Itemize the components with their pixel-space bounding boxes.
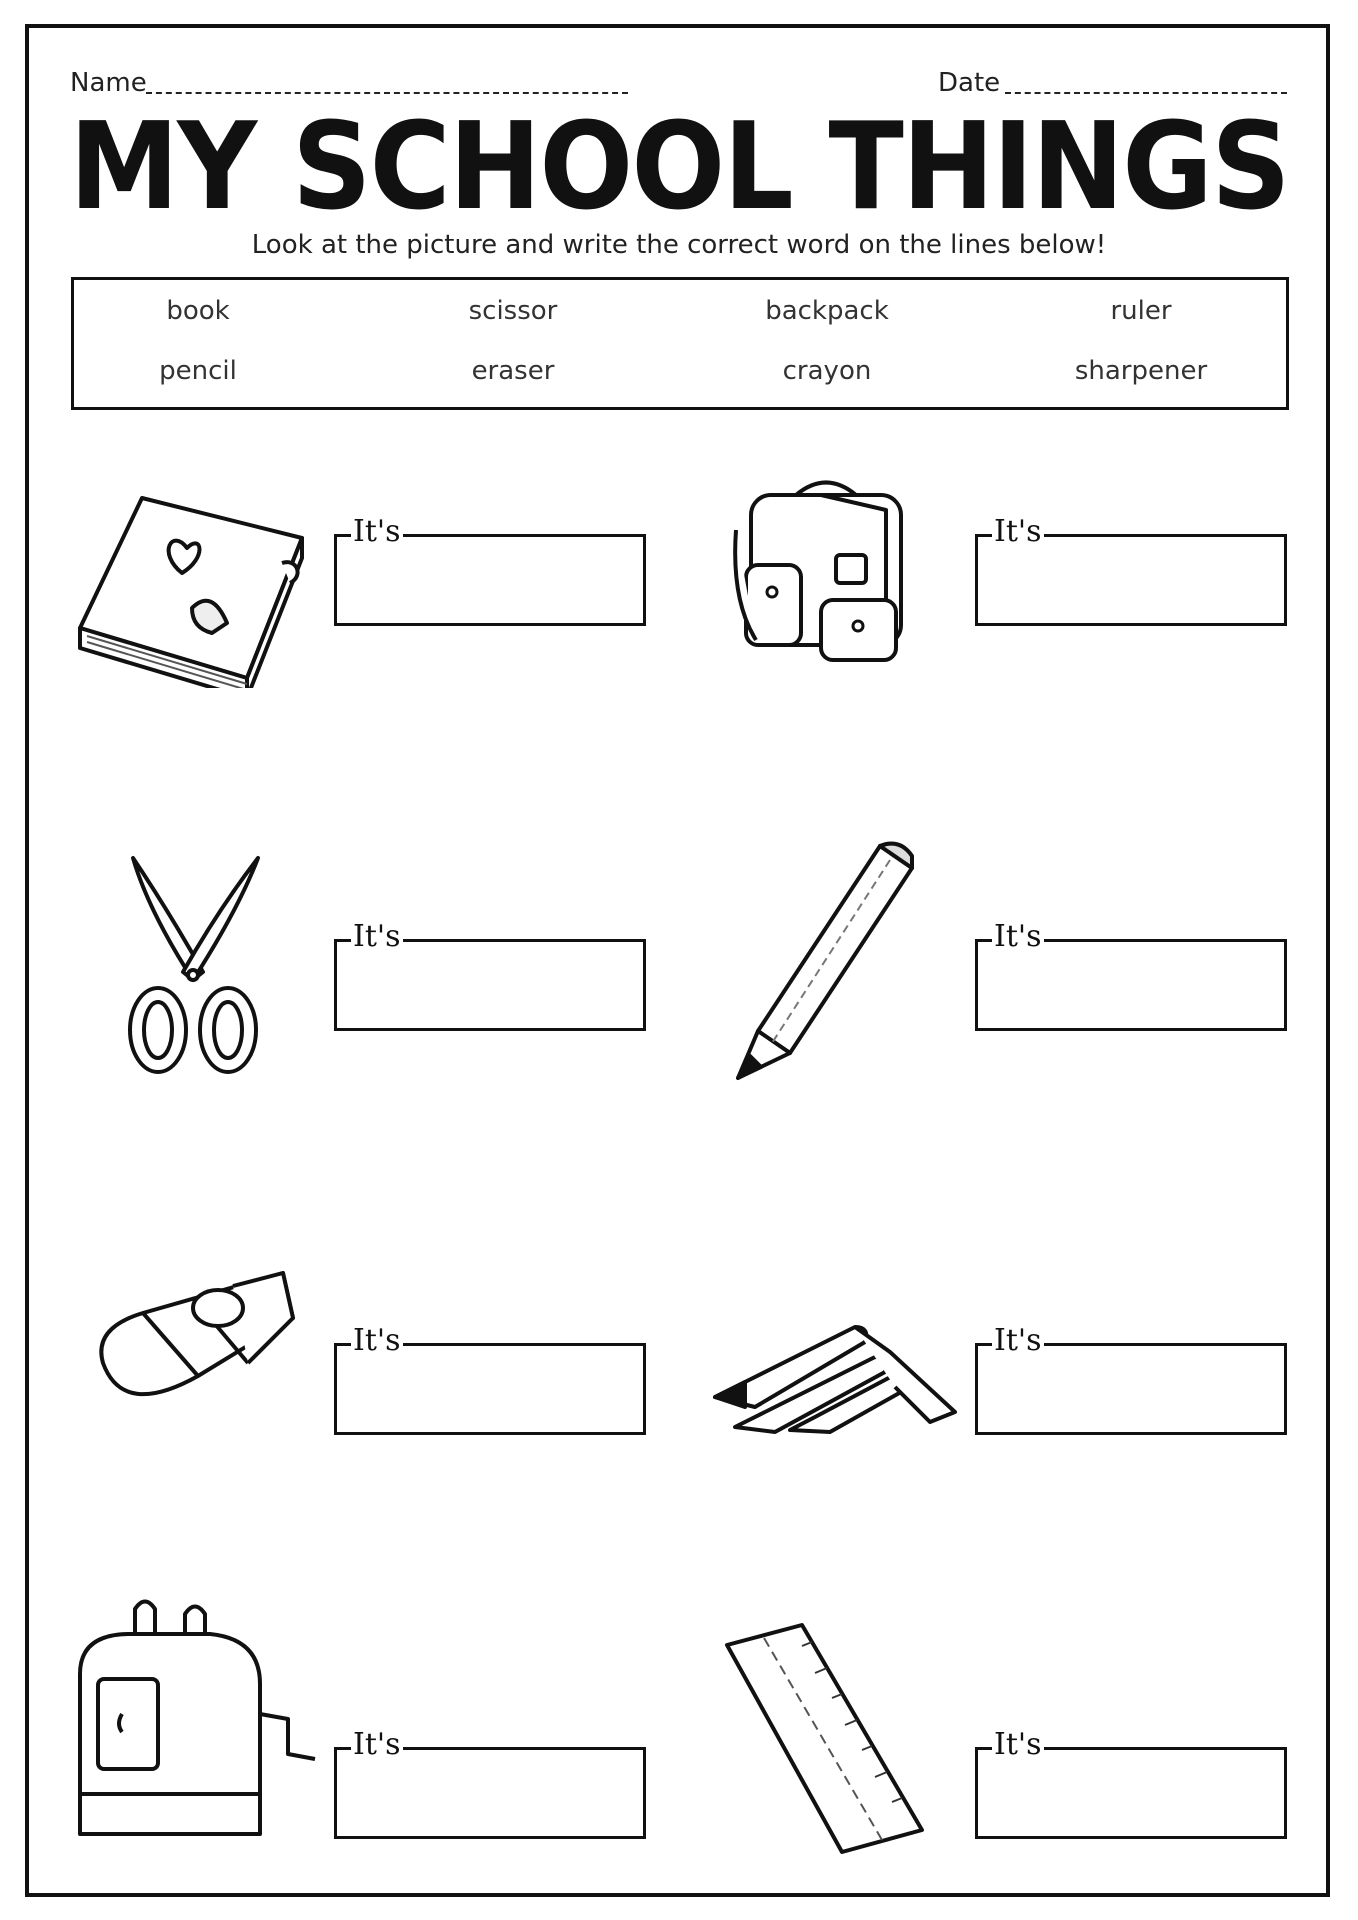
answer-prompt: It's <box>353 1323 401 1358</box>
answer-box[interactable] <box>334 1323 646 1435</box>
word-bank-item: sharpener <box>1074 356 1208 386</box>
name-line[interactable] <box>146 92 628 94</box>
answer-box[interactable] <box>334 514 646 626</box>
word-bank-item: scissor <box>468 296 558 326</box>
answer-box[interactable] <box>975 919 1287 1031</box>
word-bank-item: eraser <box>471 356 555 386</box>
eraser-icon <box>93 1268 295 1416</box>
word-bank-item: pencil <box>159 356 237 386</box>
scissors-icon <box>118 850 268 1078</box>
word-bank-item: backpack <box>765 296 889 326</box>
page-title: MY SCHOOL THINGS <box>69 98 1289 237</box>
sharpener-icon <box>70 1594 318 1850</box>
word-bank-item: book <box>166 296 230 326</box>
answer-box[interactable] <box>334 919 646 1031</box>
pencil-icon <box>730 838 920 1083</box>
ruler-icon <box>722 1620 927 1856</box>
name-label: Name <box>70 68 147 98</box>
word-bank-item: crayon <box>782 356 872 386</box>
answer-box[interactable] <box>975 1323 1287 1435</box>
answer-box[interactable] <box>334 1727 646 1839</box>
answer-box[interactable] <box>975 514 1287 626</box>
word-bank <box>71 277 1289 410</box>
book-icon <box>72 488 312 688</box>
answer-prompt: It's <box>994 514 1042 549</box>
crayons-icon <box>705 1312 963 1436</box>
answer-prompt: It's <box>353 514 401 549</box>
answer-prompt: It's <box>353 919 401 954</box>
word-bank-item: ruler <box>1110 296 1172 326</box>
date-label: Date <box>938 68 1001 98</box>
date-line[interactable] <box>1005 92 1287 94</box>
backpack-icon <box>726 470 926 674</box>
instruction-text: Look at the picture and write the correct word on the lines below! <box>251 230 1107 260</box>
answer-prompt: It's <box>994 919 1042 954</box>
answer-prompt: It's <box>994 1727 1042 1762</box>
answer-prompt: It's <box>994 1323 1042 1358</box>
answer-box[interactable] <box>975 1727 1287 1839</box>
answer-prompt: It's <box>353 1727 401 1762</box>
